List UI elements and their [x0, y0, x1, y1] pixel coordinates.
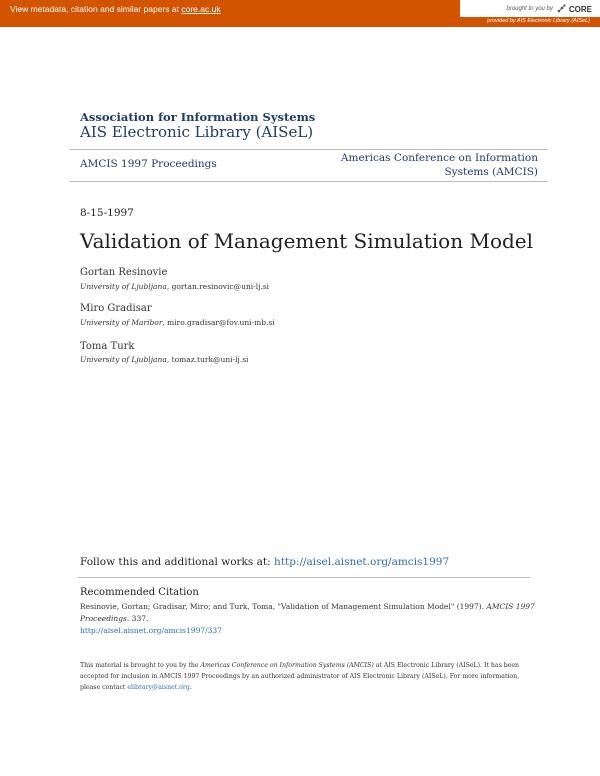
author-email: , miro.gradisar@fov.uni-mb.si — [162, 318, 275, 327]
author-name: Miro Gradisar — [80, 303, 152, 314]
author-affiliation — [80, 355, 248, 364]
university-label: University of Ljubljana — [80, 282, 167, 291]
citation-link[interactable]: http://aisel.aisnet.org/amcis1997/337 — [80, 626, 222, 635]
citation-body: Resinovie, Gortan; Gradisar, Miro; and Turk, Toma, "Validation of Management Simulation Model" (1997). — [80, 602, 485, 611]
citation-page: . 337. — [126, 614, 149, 623]
divider-bottom — [70, 181, 548, 182]
core-logo-icon — [556, 4, 566, 14]
author-name: Toma Turk — [80, 341, 135, 352]
core-link[interactable]: core.ac.uk — [181, 4, 221, 14]
paper-title: Validation of Management Simulation Model — [80, 229, 534, 253]
view-metadata-text — [10, 4, 221, 14]
core-badge[interactable] — [507, 4, 593, 14]
association-name[interactable]: Association for Information Systems — [80, 110, 316, 124]
divider-top — [70, 149, 548, 150]
footer-end: . — [189, 684, 192, 691]
follow-line — [80, 556, 449, 568]
footer-conference: Americas Conference on Information Systems (AMCIS) — [200, 662, 374, 669]
view-metadata-label: View metadata, citation and similar papers at — [10, 4, 182, 14]
university-label: University of Ljubljana — [80, 355, 167, 364]
footer-text: at AIS Electronic Library (AISeL). It has been accepted for inclusion in AMCIS 1997 Proceedings by an authorized administrator of AIS Electronic Library (AISeL). For more information, please contact — [80, 662, 520, 691]
publication-date: 8-15-1997 — [80, 207, 134, 219]
citation-source: AMCIS 1997 Proceedings — [80, 602, 535, 623]
conference-link[interactable]: Americas Conference on Information Systems (AMCIS) — [340, 152, 538, 178]
core-label: CORE — [568, 4, 592, 14]
author-name: Gortan Resinovie — [80, 267, 168, 278]
citation-text — [80, 601, 535, 637]
follow-label: Follow this and additional works at: — [80, 556, 274, 568]
brought-to-you-label: brought to you by — [506, 6, 553, 12]
university-label: University of Maribor — [80, 318, 163, 327]
author-email: , gortan.resinovic@uni-lj.si — [166, 282, 270, 291]
recommended-citation-heading: Recommended Citation — [80, 587, 199, 598]
divider-citation — [78, 577, 530, 578]
core-banner — [0, 0, 600, 27]
author-email: , tomaz.turk@uni-lj.si — [166, 355, 249, 364]
follow-link[interactable]: http://aisel.aisnet.org/amcis1997 — [274, 556, 450, 568]
contact-email-link[interactable]: elibrary@aisnet.org — [127, 684, 190, 691]
library-name[interactable]: AIS Electronic Library (AISeL) — [80, 123, 314, 141]
author-affiliation — [80, 282, 269, 291]
proceedings-link[interactable]: AMCIS 1997 Proceedings — [80, 158, 217, 170]
footer-text: This material is brought to you by the — [80, 662, 201, 669]
author-affiliation — [80, 318, 275, 327]
footer-notice — [80, 660, 525, 693]
provided-by-text: provided by AIS Electronic Library (AISeL) — [487, 18, 590, 24]
